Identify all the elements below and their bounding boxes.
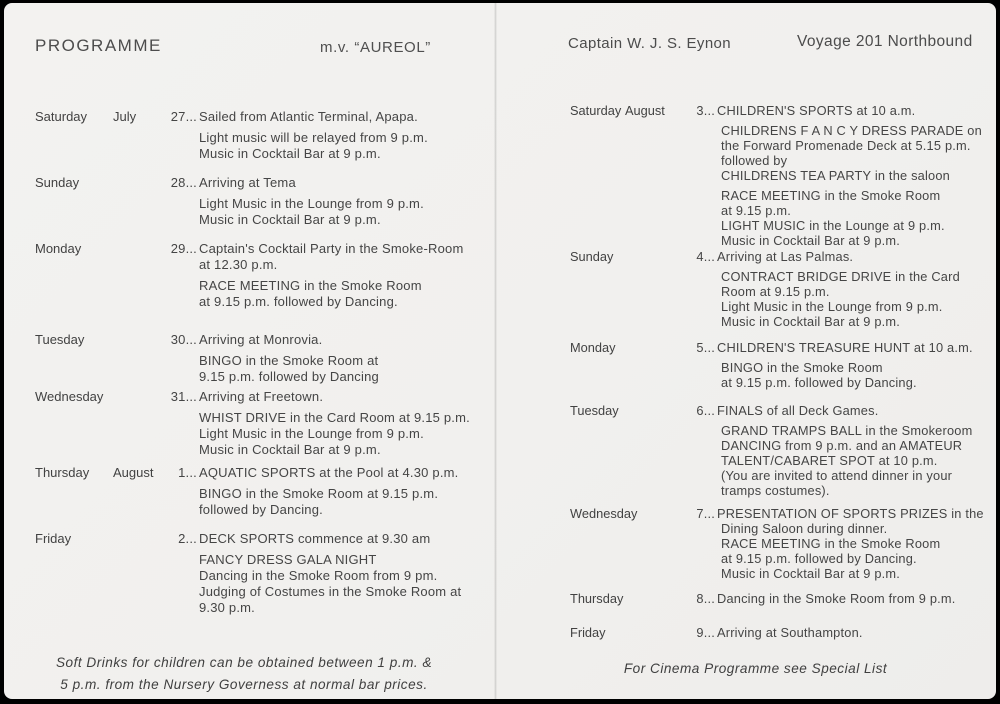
entry-line: Light music will be relayed from 9 p.m. bbox=[199, 130, 428, 145]
entry-line: followed by bbox=[721, 153, 788, 168]
entry-line: at 9.15 p.m. bbox=[721, 203, 791, 218]
left-page bbox=[4, 3, 494, 699]
entry-text: CHILDREN'S TREASURE HUNT at 10 a.m. bbox=[717, 340, 973, 355]
footnote-line: 5 p.m. from the Nursery Governess at normal bar prices. bbox=[60, 677, 428, 692]
entry-line: BINGO in the Smoke Room bbox=[721, 360, 883, 375]
programme-entry bbox=[35, 465, 476, 518]
programme-entry bbox=[570, 591, 986, 606]
entry-body bbox=[673, 506, 986, 581]
programme-entry bbox=[35, 389, 476, 458]
entry-body bbox=[673, 340, 986, 390]
entry-line: at 9.15 p.m. followed by Dancing. bbox=[721, 375, 917, 390]
entry-line: at 9.15 p.m. followed by Dancing. bbox=[721, 551, 917, 566]
entry-date-number: 8... bbox=[696, 591, 715, 606]
entry-body bbox=[157, 109, 476, 162]
entry-day-label: Tuesday bbox=[570, 403, 619, 418]
entry-line: (You are invited to attend dinner in your bbox=[721, 468, 953, 483]
entry-line: Music in Cocktail Bar at 9 p.m. bbox=[721, 233, 901, 248]
entry-line bbox=[673, 103, 986, 118]
entry-line: WHIST DRIVE in the Card Room at 9.15 p.m. bbox=[199, 410, 470, 425]
voyage-label: Voyage 201 Northbound bbox=[797, 33, 973, 50]
entry-line: CHILDRENS TEA PARTY in the saloon bbox=[721, 168, 950, 183]
entry-day-label: Tuesday bbox=[35, 332, 85, 347]
entry-line: Room at 9.15 p.m. bbox=[721, 284, 830, 299]
entry-day-label: Monday bbox=[570, 340, 616, 355]
scanned-programme-paper bbox=[4, 3, 996, 699]
entry-line bbox=[673, 625, 986, 640]
entry-line bbox=[673, 403, 986, 418]
entry-text: Arriving at Las Palmas. bbox=[717, 249, 854, 264]
entry-body bbox=[673, 591, 986, 606]
entry-month-label: July bbox=[113, 109, 137, 124]
entry-day-label: Wednesday bbox=[570, 506, 638, 521]
right-page-footnote bbox=[555, 661, 956, 676]
entry-line: BINGO in the Smoke Room at 9.15 p.m. bbox=[199, 486, 439, 501]
entry-line bbox=[157, 531, 476, 547]
entry-line: LIGHT MUSIC in the Lounge at 9 p.m. bbox=[721, 218, 945, 233]
entry-text: CHILDREN'S SPORTS at 10 a.m. bbox=[717, 103, 916, 118]
programme-entry bbox=[570, 506, 986, 581]
left-page-footnote bbox=[30, 652, 458, 696]
entry-line: the Forward Promenade Deck at 5.15 p.m. bbox=[721, 138, 971, 153]
entry-line: FANCY DRESS GALA NIGHT bbox=[199, 552, 377, 567]
entry-month-label: August bbox=[625, 103, 665, 118]
entry-body bbox=[673, 403, 986, 498]
entry-line bbox=[157, 241, 476, 257]
entry-day-label: Sunday bbox=[570, 249, 614, 264]
entry-body bbox=[157, 241, 476, 310]
entry-line: Music in Cocktail Bar at 9 p.m. bbox=[199, 146, 381, 161]
programme-entry bbox=[35, 241, 476, 310]
entry-text: DECK SPORTS commence at 9.30 am bbox=[199, 531, 431, 546]
ship-name: m.v. “AUREOL” bbox=[320, 39, 431, 56]
entry-day-label: Wednesday bbox=[35, 389, 104, 404]
entry-date-number: 28... bbox=[170, 175, 197, 190]
entry-date-number: 4... bbox=[696, 249, 715, 264]
entry-line: CHILDRENS F A N C Y DRESS PARADE on bbox=[721, 123, 982, 138]
entry-day-label: Thursday bbox=[570, 591, 624, 606]
entry-body bbox=[157, 465, 476, 518]
entry-text: FINALS of all Deck Games. bbox=[717, 403, 879, 418]
programme-entry bbox=[35, 109, 476, 162]
entry-body bbox=[157, 175, 476, 228]
entry-line bbox=[673, 591, 986, 606]
entry-text: Sailed from Atlantic Terminal, Apapa. bbox=[199, 109, 418, 124]
entry-line: Music in Cocktail Bar at 9 p.m. bbox=[721, 314, 901, 329]
left-page-entries bbox=[35, 109, 476, 629]
entry-line bbox=[673, 249, 986, 264]
entry-text: PRESENTATION OF SPORTS PRIZES in the bbox=[717, 506, 984, 521]
entry-date-number: 9... bbox=[696, 625, 715, 640]
entry-date-number: 5... bbox=[696, 340, 715, 355]
entry-date-number: 29... bbox=[170, 241, 197, 256]
entry-body bbox=[673, 249, 986, 329]
entry-text: Arriving at Tema bbox=[199, 175, 296, 190]
programme-entry bbox=[570, 103, 986, 248]
entry-day-label: Sunday bbox=[35, 175, 80, 190]
entry-line bbox=[157, 332, 476, 348]
entry-line: BINGO in the Smoke Room at bbox=[199, 353, 379, 368]
page-title: PROGRAMME bbox=[35, 36, 162, 55]
entry-line bbox=[673, 340, 986, 355]
entry-line: followed by Dancing. bbox=[199, 502, 323, 517]
footnote-line: For Cinema Programme see Special List bbox=[623, 661, 888, 676]
entry-body bbox=[673, 625, 986, 640]
entry-date-number: 30... bbox=[170, 332, 197, 347]
entry-day-label: Saturday bbox=[570, 103, 622, 118]
entry-day-label: Saturday bbox=[35, 109, 88, 124]
entry-day-label: Monday bbox=[35, 241, 82, 256]
entry-text: AQUATIC SPORTS at the Pool at 4.30 p.m. bbox=[199, 465, 459, 480]
programme-entry bbox=[35, 531, 476, 616]
entry-month-label: August bbox=[113, 465, 154, 480]
programme-entry bbox=[570, 249, 986, 329]
entry-line: RACE MEETING in the Smoke Room bbox=[721, 188, 941, 203]
entry-text: Arriving at Freetown. bbox=[199, 389, 324, 404]
entry-line: Light Music in the Lounge from 9 p.m. bbox=[199, 196, 424, 211]
entry-line: Judging of Costumes in the Smoke Room at bbox=[199, 584, 462, 599]
entry-body bbox=[157, 389, 476, 458]
entry-line: Music in Cocktail Bar at 9 p.m. bbox=[721, 566, 901, 581]
entry-day-label: Friday bbox=[570, 625, 606, 640]
entry-line: Light Music in the Lounge from 9 p.m. bbox=[199, 426, 424, 441]
entry-text: Arriving at Southampton. bbox=[717, 625, 863, 640]
entry-line: TALENT/CABARET SPOT at 10 p.m. bbox=[721, 453, 938, 468]
entry-date-number: 7... bbox=[696, 506, 715, 521]
entry-line bbox=[673, 506, 986, 521]
entry-line: at 12.30 p.m. bbox=[199, 257, 278, 272]
right-page-entries bbox=[570, 103, 986, 648]
entry-line: Music in Cocktail Bar at 9 p.m. bbox=[199, 212, 381, 227]
captain-name: Captain W. J. S. Eynon bbox=[568, 35, 732, 52]
entry-line: 9.15 p.m. followed by Dancing bbox=[199, 369, 379, 384]
entry-date-number: 3... bbox=[696, 103, 715, 118]
entry-body bbox=[673, 103, 986, 248]
entry-day-label: Friday bbox=[35, 531, 72, 546]
programme-entry bbox=[570, 403, 986, 498]
entry-line bbox=[157, 389, 476, 405]
entry-line: tramps costumes). bbox=[721, 483, 830, 498]
entry-line: Dining Saloon during dinner. bbox=[721, 521, 888, 536]
entry-date-number: 31... bbox=[170, 389, 197, 404]
entry-line: Music in Cocktail Bar at 9 p.m. bbox=[199, 442, 381, 457]
entry-line: 9.30 p.m. bbox=[199, 600, 255, 615]
entry-line: RACE MEETING in the Smoke Room bbox=[199, 278, 422, 293]
entry-line bbox=[157, 109, 476, 125]
entry-line: GRAND TRAMPS BALL in the Smokeroom bbox=[721, 423, 973, 438]
entry-text: Dancing in the Smoke Room from 9 p.m. bbox=[717, 591, 956, 606]
entry-day-label: Thursday bbox=[35, 465, 90, 480]
entry-line: CONTRACT BRIDGE DRIVE in the Card bbox=[721, 269, 960, 284]
entry-line: DANCING from 9 p.m. and an AMATEUR bbox=[721, 438, 963, 453]
programme-entry bbox=[35, 332, 476, 385]
entry-line: Light Music in the Lounge from 9 p.m. bbox=[721, 299, 943, 314]
entry-line: Dancing in the Smoke Room from 9 pm. bbox=[199, 568, 438, 583]
entry-line bbox=[157, 175, 476, 191]
entry-line: at 9.15 p.m. followed by Dancing. bbox=[199, 294, 398, 309]
entry-date-number: 6... bbox=[696, 403, 715, 418]
entry-body bbox=[157, 531, 476, 616]
entry-line bbox=[157, 465, 476, 481]
programme-entry bbox=[35, 175, 476, 228]
programme-entry bbox=[570, 625, 986, 640]
entry-date-number: 1... bbox=[178, 465, 197, 480]
right-page bbox=[495, 3, 996, 699]
entry-body bbox=[157, 332, 476, 385]
entry-text: Captain's Cocktail Party in the Smoke-Room bbox=[199, 241, 464, 256]
footnote-line: Soft Drinks for children can be obtained between 1 p.m. & bbox=[55, 655, 433, 670]
entry-date-number: 2... bbox=[178, 531, 197, 546]
entry-date-number: 27... bbox=[170, 109, 197, 124]
entry-text: Arriving at Monrovia. bbox=[199, 332, 323, 347]
entry-line: RACE MEETING in the Smoke Room bbox=[721, 536, 941, 551]
programme-entry bbox=[570, 340, 986, 390]
